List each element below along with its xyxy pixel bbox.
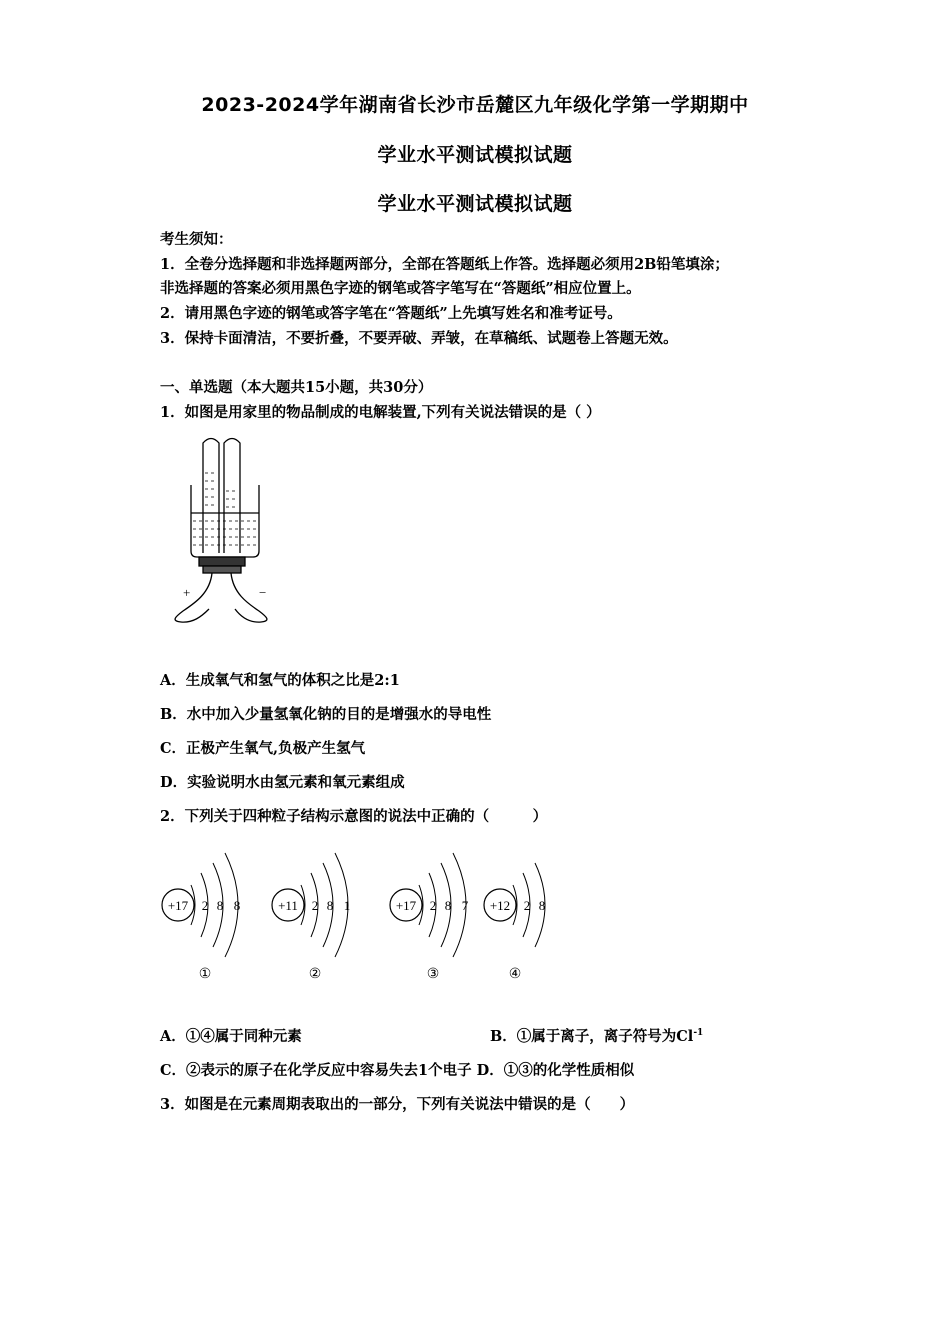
notice-item: 3．保持卡面清洁，不要折叠，不要弄破、弄皱，在草稿纸、试题卷上答题无效。 — [160, 330, 678, 347]
option-b-text: B．①属于离子，离子符号为Cl — [490, 1028, 694, 1045]
ion-charge-superscript: -1 — [693, 1028, 704, 1039]
question-2-option-b — [490, 1025, 703, 1046]
question-3-stem: 3．如图是在元素周期表取出的一部分，下列有关说法中错误的是（ ） — [160, 1096, 635, 1113]
particle-1 — [162, 853, 240, 982]
notice-item: 非选择题的答案必须用黑色字迹的钢笔或答字笔写在“答题纸”相应位置上。 — [160, 280, 641, 297]
question-2-stem: 2．下列关于四种粒子结构示意图的说法中正确的（ ） — [160, 808, 548, 825]
nucleus-charge: +12 — [489, 898, 511, 913]
particle-label: ③ — [426, 967, 440, 982]
exam-title-line2: 学业水平测试模拟试题 — [377, 144, 573, 166]
particle-2 — [272, 853, 350, 982]
shell-count: 2 — [311, 898, 319, 913]
particle-label: ① — [198, 967, 212, 982]
exam-title-line1: 2023-2024学年湖南省长沙市岳麓区九年级化学第一学期期中 — [201, 94, 749, 116]
nucleus-charge: +17 — [395, 898, 417, 913]
shell-count: 8 — [233, 898, 241, 913]
notice-item: 2．请用黑色字迹的钢笔或答字笔在“答题纸”上先填写姓名和准考证号。 — [160, 305, 622, 322]
notice-heading: 考生须知： — [160, 231, 233, 248]
section-heading: 一、单选题（本大题共15小题，共30分） — [160, 379, 433, 396]
nucleus-charge: +11 — [278, 898, 298, 913]
negative-terminal-label: − — [259, 585, 267, 600]
positive-terminal-label: + — [183, 585, 191, 600]
shell-count: 8 — [538, 898, 546, 913]
particle-label: ② — [308, 967, 322, 982]
shell-count: 8 — [444, 898, 452, 913]
notice-item: 1．全卷分选择题和非选择题两部分，全部在答题纸上作答。选择题必须用2B铅笔填涂； — [160, 256, 729, 273]
nucleus-charge: +17 — [167, 898, 189, 913]
question-1-option-d: D．实验说明水由氢元素和氧元素组成 — [160, 774, 405, 791]
electrolysis-apparatus-figure — [165, 433, 280, 633]
question-1-option-a: A．生成氧气和氢气的体积之比是2:1 — [160, 672, 400, 689]
shell-count: 7 — [461, 898, 469, 913]
question-2-option-a: A．①④属于同种元素 — [160, 1028, 302, 1045]
exam-title-line3: 学业水平测试模拟试题 — [377, 193, 573, 215]
particle-label: ④ — [508, 967, 522, 982]
particle-4 — [484, 863, 545, 982]
shell-count: 2 — [201, 898, 209, 913]
question-2-options-cd: C．②表示的原子在化学反应中容易失去1个电子 D．①③的化学性质相似 — [160, 1062, 635, 1079]
question-1-stem: 1．如图是用家里的物品制成的电解装置,下列有关说法错误的是（ ） — [160, 404, 601, 421]
shell-count: 1 — [343, 898, 351, 913]
shell-count: 2 — [523, 898, 531, 913]
shell-count: 8 — [326, 898, 334, 913]
shell-count: 2 — [429, 898, 437, 913]
particle-3 — [390, 853, 469, 982]
shell-count: 8 — [216, 898, 224, 913]
question-1-option-b: B．水中加入少量氢氧化钠的目的是增强水的导电性 — [160, 706, 492, 723]
particle-structure-diagrams — [155, 845, 575, 990]
question-1-option-c: C．正极产生氧气,负极产生氢气 — [160, 740, 366, 757]
